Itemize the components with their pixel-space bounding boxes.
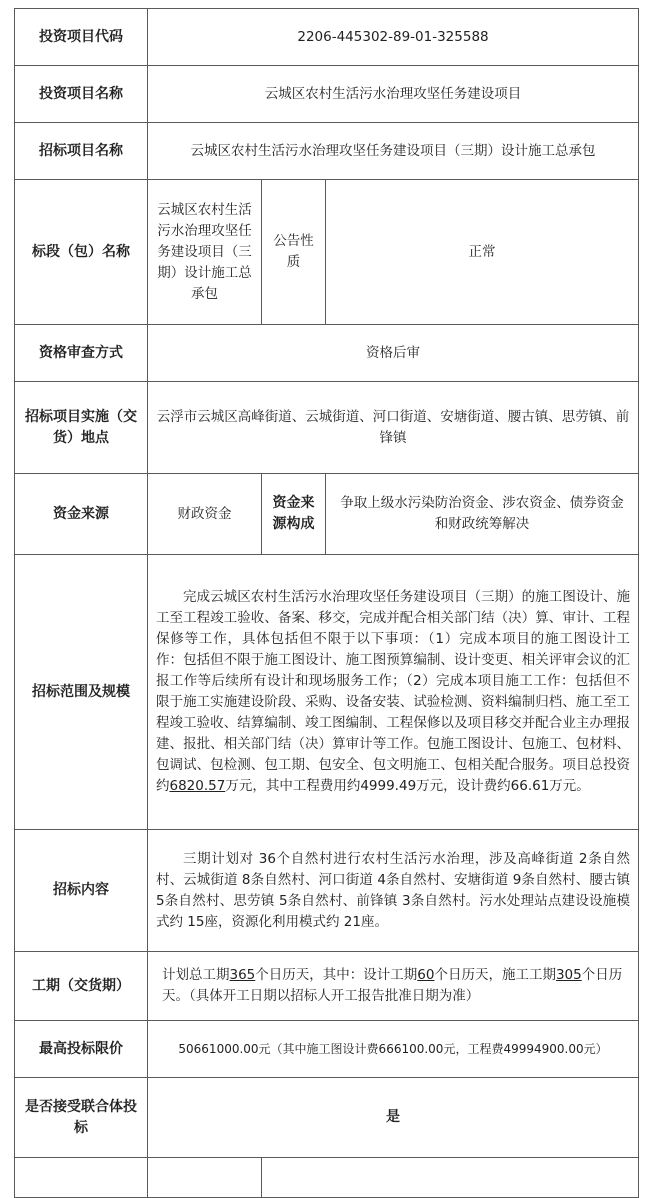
partial-cell-2 [148,1158,262,1198]
row-tender-name [15,123,639,180]
row-section [15,180,639,325]
funding-structure-label: 资金来源构成 [262,474,326,555]
row-project-name [15,66,639,123]
consortium-value: 是 [148,1078,639,1158]
scope-value [148,555,639,830]
consortium-label: 是否接受联合体投标 [15,1078,148,1158]
period-label: 工期（交货期） [15,952,148,1021]
notice-nature-label: 公告性质 [262,180,326,325]
content-label: 招标内容 [15,830,148,952]
period-text-3: 个日历天，施工工期 [434,967,556,983]
scope-text-b: 万元，其中工程费用约4999.49万元，设计费约66.61万元。 [225,778,590,794]
period-construction-days: 305 [555,967,582,983]
row-content [15,830,639,952]
max-price-label: 最高投标限价 [15,1021,148,1078]
row-location [15,382,639,474]
period-design-days: 60 [417,967,435,983]
row-scope [15,555,639,830]
project-code-label: 投资项目代码 [15,9,148,66]
row-partial [15,1158,639,1198]
row-consortium [15,1078,639,1158]
tender-name-value: 云城区农村生活污水治理攻坚任务建设项目（三期）设计施工总承包 [148,123,639,180]
project-name-value: 云城区农村生活污水治理攻坚任务建设项目 [148,66,639,123]
period-text-2: 个日历天，其中：设计工期 [255,967,418,983]
notice-nature-value: 正常 [326,180,639,325]
partial-cell-3 [262,1158,639,1198]
funding-label: 资金来源 [15,474,148,555]
funding-value: 财政资金 [148,474,262,555]
period-text-1: 计划总工期 [162,967,230,983]
content-value: 三期计划对 36个自然村进行农村生活污水治理，涉及高峰街道 2条自然村、云城街道 8条自然村、河口街道 4条自然村、安塘街道 9条自然村、腰古镇5条自然村、思劳镇 5条自然村、前锋镇 3条自然村。污水处理站点建设设施模式约 15座，资源化利用模式约 21座。 [148,830,639,952]
location-label: 招标项目实施（交货）地点 [15,382,148,474]
tender-name-label: 招标项目名称 [15,123,148,180]
tender-info-table [14,8,639,1198]
project-code-value: 2206-445302-89-01-325588 [148,9,639,66]
section-value: 云城区农村生活污水治理攻坚任务建设项目（三期）设计施工总承包 [148,180,262,325]
qualification-label: 资格审查方式 [15,325,148,382]
section-label: 标段（包）名称 [15,180,148,325]
qualification-value: 资格后审 [148,325,639,382]
row-project-code [15,9,639,66]
project-name-label: 投资项目名称 [15,66,148,123]
partial-cell-1 [15,1158,148,1198]
max-price-value: 50661000.00元（其中施工图设计费666100.00元，工程费49994900.00元） [148,1021,639,1078]
funding-structure-value: 争取上级水污染防治资金、涉农资金、债券资金和财政统筹解决 [326,474,639,555]
period-text-4: 个日历天。（具体开工日期以招标人开工报告批准日期为准） [162,967,623,1004]
row-period [15,952,639,1021]
row-funding [15,474,639,555]
scope-text-a: 完成云城区农村生活污水治理攻坚任务建设项目（三期）的施工图设计、施工至工程竣工验收、备案、移交，完成并配合相关部门结（决）算、审计、工程保修等工作，具体包括但不限于以下事项：（1）完成本项目的施工图设计工作：包括但不限于施工图设计、施工图预算编制、设计变更、相关评审会议的汇报工作等后续所有设计和现场服务工作；（2）完成本项目施工工作：包括但不限于施工实施建设阶段、采购、设备安装、试验检测、资料编制归档、施工至工程竣工验收、结算编制、竣工图编制、工程保修以及项目移交并配合业主办理报建、报批、相关部门结（决）算审计等工作。包施工图设计、包施工、包材料、包调试、包检测、包工期、包安全、包文明施工、包相关配合服务。项目总投资约 [156,589,631,794]
row-qualification [15,325,639,382]
period-total-days: 365 [229,967,256,983]
scope-total-investment: 6820.57 [169,778,226,794]
scope-label: 招标范围及规模 [15,555,148,830]
row-max-price [15,1021,639,1078]
period-value [148,952,639,1021]
location-value: 云浮市云城区高峰街道、云城街道、河口街道、安塘街道、腰古镇、思劳镇、前锋镇 [148,382,639,474]
